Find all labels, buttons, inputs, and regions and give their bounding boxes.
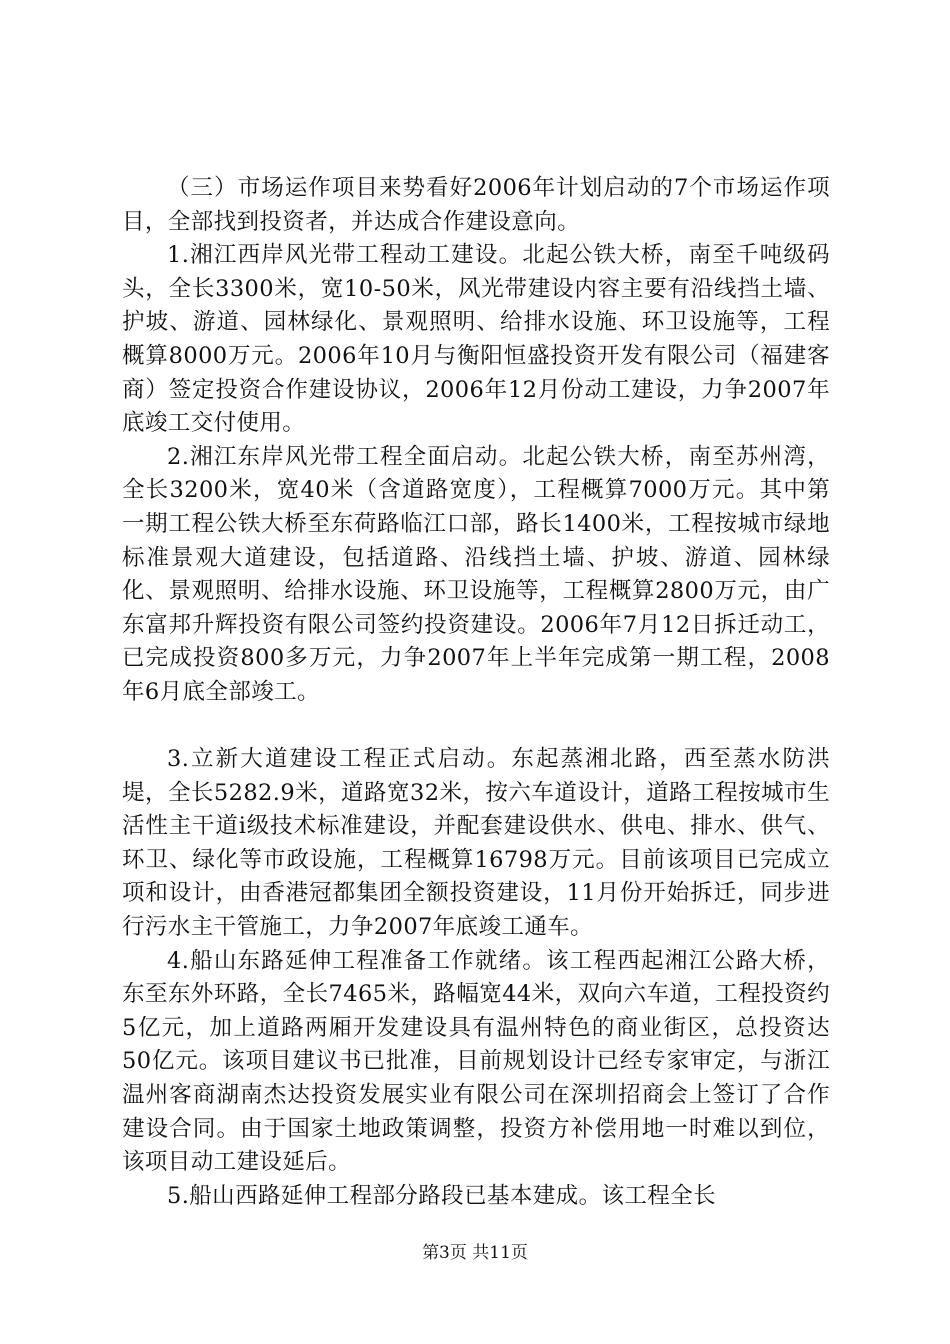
paragraph-section-heading: （三）市场运作项目来势看好2006年计划启动的7个市场运作项目，全部找到投资者，并达成合作建设意向。 — [122, 175, 830, 235]
page-footer: 第3页 共11页 — [422, 1243, 528, 1263]
document-body — [122, 172, 830, 1213]
paragraph-item-5: 5.船山西路延伸工程部分路段已基本建成。该工程全长 — [167, 1182, 716, 1209]
blank-line — [122, 710, 830, 744]
paragraph-item-2: 2.湘江东岸风光带工程全面启动。北起公铁大桥，南至苏州湾，全长3200米，宽40米（含道路宽度），工程概算7000万元。其中第一期工程公铁大桥至东荷路临江口部，路长1400米，工程按城市绿地标准景观大道建设，包括道路、沿线挡土墙、护坡、游道、园林绿化、景观照明、给排水设施、环卫设施等，工程概算2800万元，由广东富邦升辉投资有限公司签约投资建设。2006年7月12日拆迁动工，已完成投资800多万元，力争2007年上半年完成第一期工程，2008年6月底全部竣工。 — [122, 443, 830, 705]
paragraph-item-1: 1.湘江西岸风光带工程动工建设。北起公铁大桥，南至千吨级码头，全长3300米，宽10-50米，风光带建设内容主要有沿线挡土墙、护坡、游道、园林绿化、景观照明、给排水设施、环卫设施等，工程概算8000万元。2006年10月与衡阳恒盛投资开发有限公司（福建客商）签定投资合作建设协议，2006年12月份动工建设，力争2007年底竣工交付使用。 — [122, 242, 830, 437]
paragraph-item-4: 4.船山东路延伸工程准备工作就绪。该工程西起湘江公路大桥，东至东外环路，全长7465米，路幅宽44米，双向六车道，工程投资约5亿元，加上道路两厢开发建设具有温州特色的商业街区，总投资达50亿元。该项目建议书已批准，目前规划设计已经专家审定，与浙江温州客商湖南杰达投资发展实业有限公司在深圳招商会上签订了合作建设合同。由于国家土地政策调整，投资方补偿用地一时难以到位，该项目动工建设延后。 — [122, 947, 830, 1176]
paragraph-item-3: 3.立新大道建设工程正式启动。东起蒸湘北路，西至蒸水防洪堤，全长5282.9米，道路宽32米，按六车道设计，道路工程按城市生活性主干道ⅰ级技术标准建设，并配套建设供水、供电、排水、供气、环卫、绿化等市政设施，工程概算16798万元。目前该项目已完成立项和设计，由香港冠都集团全额投资建设，11月份开始拆迁，同步进行污水主干管施工，力争2007年底竣工通车。 — [122, 746, 830, 941]
